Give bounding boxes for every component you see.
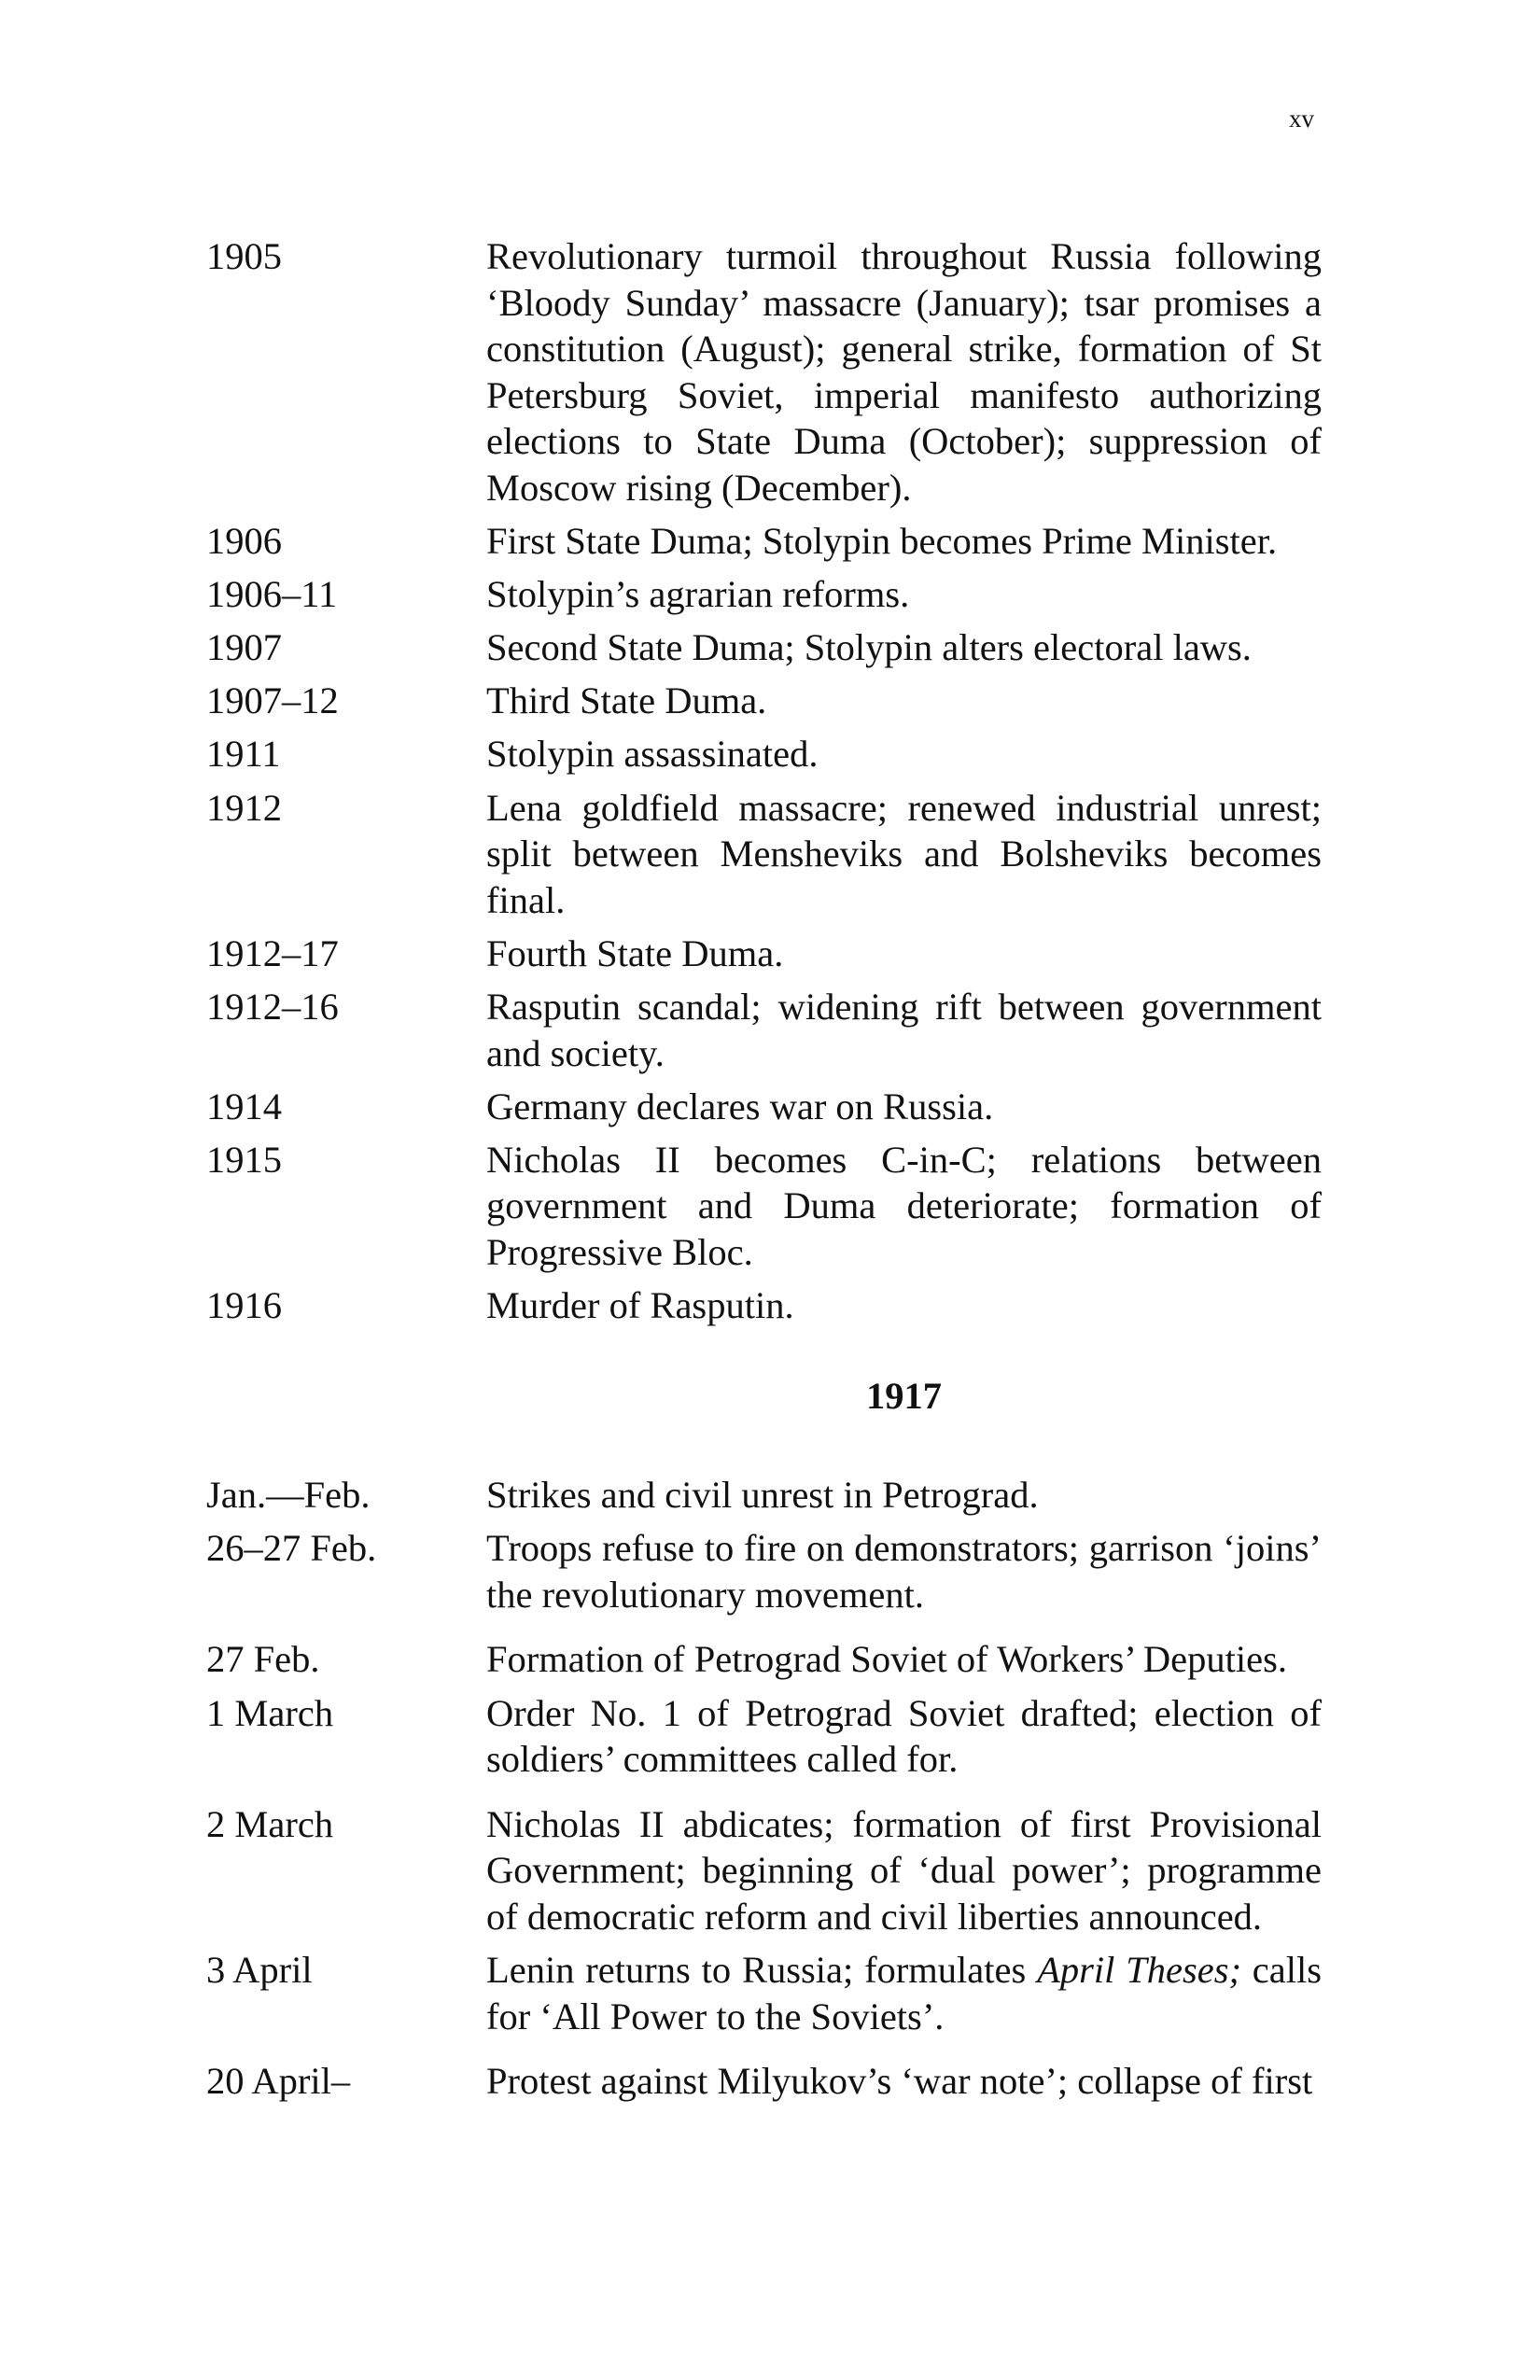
april-theses-title: April Theses; — [1037, 1949, 1241, 1991]
entry-description: Revolutionary turmoil throughout Russia following ‘Bloody Sunday’ massacre (January); tsar promises a constitution (August); general strike, formation of St Petersburg Soviet, imperial manifesto authorizing elections to State Duma (October); suppression of Moscow rising (December). — [486, 235, 1322, 509]
entry-date: 1911 — [206, 733, 281, 776]
entry-description: Stolypin assassinated. — [486, 733, 819, 776]
entry-description: Fourth State Duma. — [486, 931, 784, 974]
entry-date: 2 March — [206, 1802, 334, 1845]
chronology-entry — [206, 1137, 1322, 1276]
entry-description: Lena goldfield massacre; renewed industrial unrest; split between Mensheviks and Bolsheviks becomes final. — [486, 786, 1322, 921]
entry-description: Troops refuse to fire on demonstrators; garrison ‘joins’ the revolutionary movement. — [486, 1527, 1322, 1616]
chronology-entry — [206, 518, 1322, 565]
entry-date: 1912–17 — [206, 931, 339, 974]
entry-date: 20 April– — [206, 2060, 351, 2103]
entry-date: 1912–16 — [206, 985, 339, 1028]
entry-date: 1907 — [206, 626, 282, 669]
entry-description: First State Duma; Stolypin becomes Prime Minister. — [486, 520, 1278, 563]
entry-description: Protest against Milyukov’s ‘war note’; collapse of first — [486, 2060, 1313, 2103]
chronology-entry — [206, 1690, 1322, 1783]
entry-text-after: calls for ‘All Power to the Soviets’. — [486, 1949, 1323, 2037]
entry-description: Nicholas II abdicates; formation of first Provisional Government; beginning of ‘dual power’; programme of democratic reform and civil liberties announced. — [486, 1802, 1322, 1938]
chronology-entry — [206, 2058, 1322, 2105]
entry-date: 1916 — [206, 1283, 282, 1326]
chronology-entry — [206, 984, 1322, 1076]
entry-description: Rasputin scandal; widening rift between government and society. — [486, 985, 1322, 1074]
chronology — [206, 233, 1322, 2111]
chronology-entry — [206, 785, 1322, 924]
chronology-entry — [206, 931, 1322, 977]
entry-date: 1 March — [206, 1691, 334, 1734]
chronology-entry — [206, 1472, 1322, 1519]
chronology-entry — [206, 571, 1322, 618]
entry-date: 1912 — [206, 786, 282, 829]
chronology-entry — [206, 1084, 1322, 1130]
entry-date: 1906 — [206, 520, 282, 563]
entry-description: Formation of Petrograd Soviet of Workers’ Deputies. — [486, 1638, 1287, 1681]
entry-text-before: Lenin returns to Russia; formulates — [486, 1949, 1038, 1991]
chronology-entry — [206, 1525, 1322, 1617]
entry-description: Nicholas II becomes C-in-C; relations between government and Duma deteriorate; formation of Progressive Bloc. — [486, 1138, 1322, 1273]
chronology-entry — [206, 233, 1322, 511]
page-number: xv — [1289, 105, 1314, 133]
chronology-entry — [206, 1282, 1322, 1329]
entry-description: Germany declares war on Russia. — [486, 1085, 994, 1127]
chronology-entry — [206, 1636, 1322, 1683]
entry-description: Stolypin’s agrarian reforms. — [486, 573, 910, 616]
entry-description: Second State Duma; Stolypin alters electoral laws. — [486, 626, 1252, 669]
chronology-entry — [206, 731, 1322, 777]
section-heading-1917: 1917 — [866, 1374, 942, 1417]
entry-description: Murder of Rasputin. — [486, 1283, 794, 1326]
entry-date: Jan.—Feb. — [206, 1474, 371, 1517]
entry-date: 1915 — [206, 1138, 282, 1181]
entry-date: 26–27 Feb. — [206, 1527, 377, 1570]
chronology-entry — [206, 624, 1322, 671]
entry-date: 3 April — [206, 1949, 313, 1991]
chronology-entry — [206, 1801, 1322, 1940]
entry-date: 1905 — [206, 235, 282, 277]
entry-description: Third State Duma. — [486, 679, 767, 722]
entry-date: 27 Feb. — [206, 1638, 320, 1681]
entry-description: Order No. 1 of Petrograd Soviet drafted; election of soldiers’ committees called for. — [486, 1691, 1322, 1781]
entry-date: 1907–12 — [206, 679, 339, 722]
entry-date: 1914 — [206, 1085, 282, 1127]
chronology-entry — [206, 1947, 1322, 2039]
entry-date: 1906–11 — [206, 573, 338, 616]
entry-description: Strikes and civil unrest in Petrograd. — [486, 1474, 1039, 1517]
chronology-entry — [206, 678, 1322, 724]
entry-description — [486, 1947, 1322, 2039]
